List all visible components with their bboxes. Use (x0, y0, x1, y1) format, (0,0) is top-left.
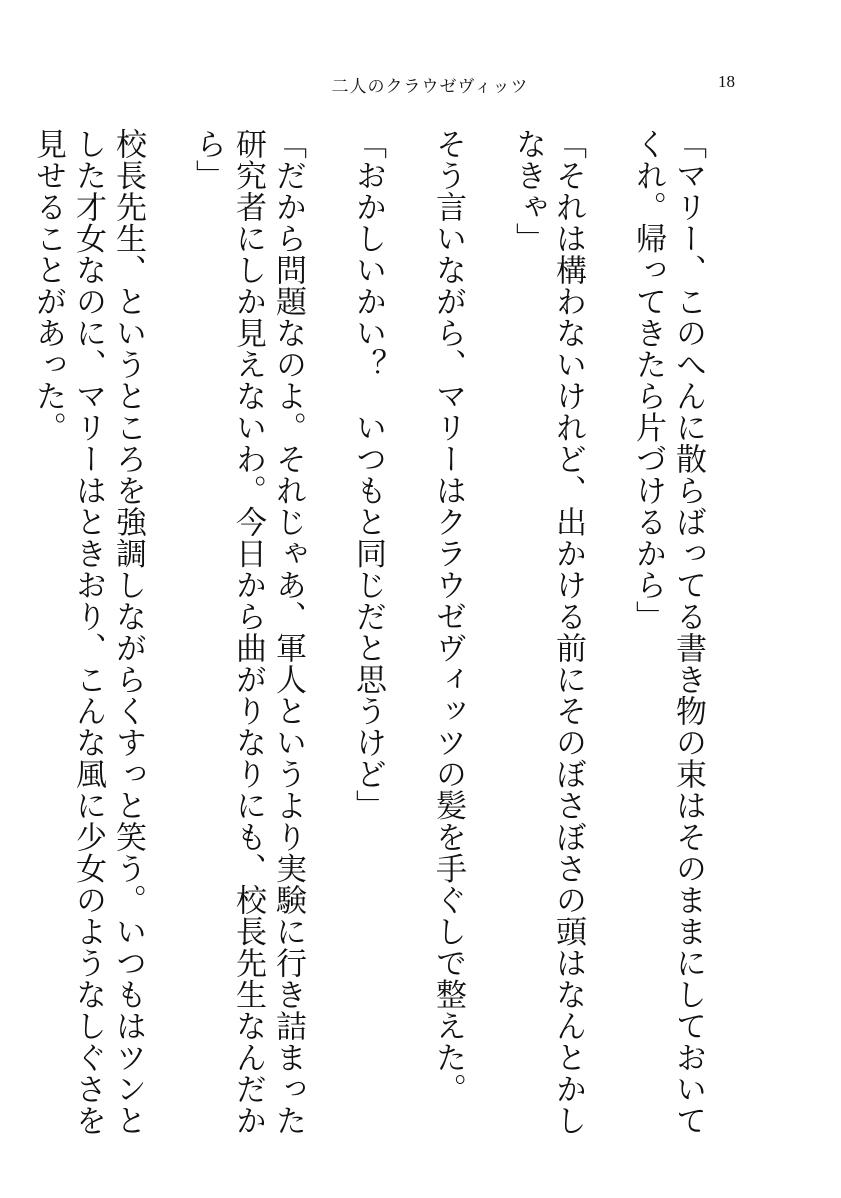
vertical-body-text (30, 128, 748, 1138)
paragraph: 「おかしいかい？ いつもと同じだと思うけど」 (350, 128, 386, 821)
paragraph: 「マリー、このへんに散らばってる書き物の束はそのままにしておいてくれ。帰ってきたら片づけるから」 (630, 128, 706, 1136)
paragraph: 「だから問題なのよ。それじゃあ、軍人というより実験に行き詰まった研究者にしか見えないわ。今日から曲がりなりにも、校長先生なんだから」 (190, 128, 306, 1136)
paragraph: 校長先生、というところを強調しながらくすっと笑う。いつもはツンとした才女なのに、マリーはときおり、こんな風に少女のようなしぐさを見せることがあった。 (30, 128, 146, 1136)
running-header-title: 二人のクラウゼヴィッツ (331, 77, 529, 97)
page-number: 18 (718, 72, 735, 91)
paragraph: 「それは構わないけれど、出かける前にそのぼさぼさの頭はなんとかしなきゃ」 (510, 128, 586, 1136)
paragraph: そう言いながら、マリーはクラウゼヴィッツの髪を手ぐしで整えた。 (430, 128, 466, 1105)
